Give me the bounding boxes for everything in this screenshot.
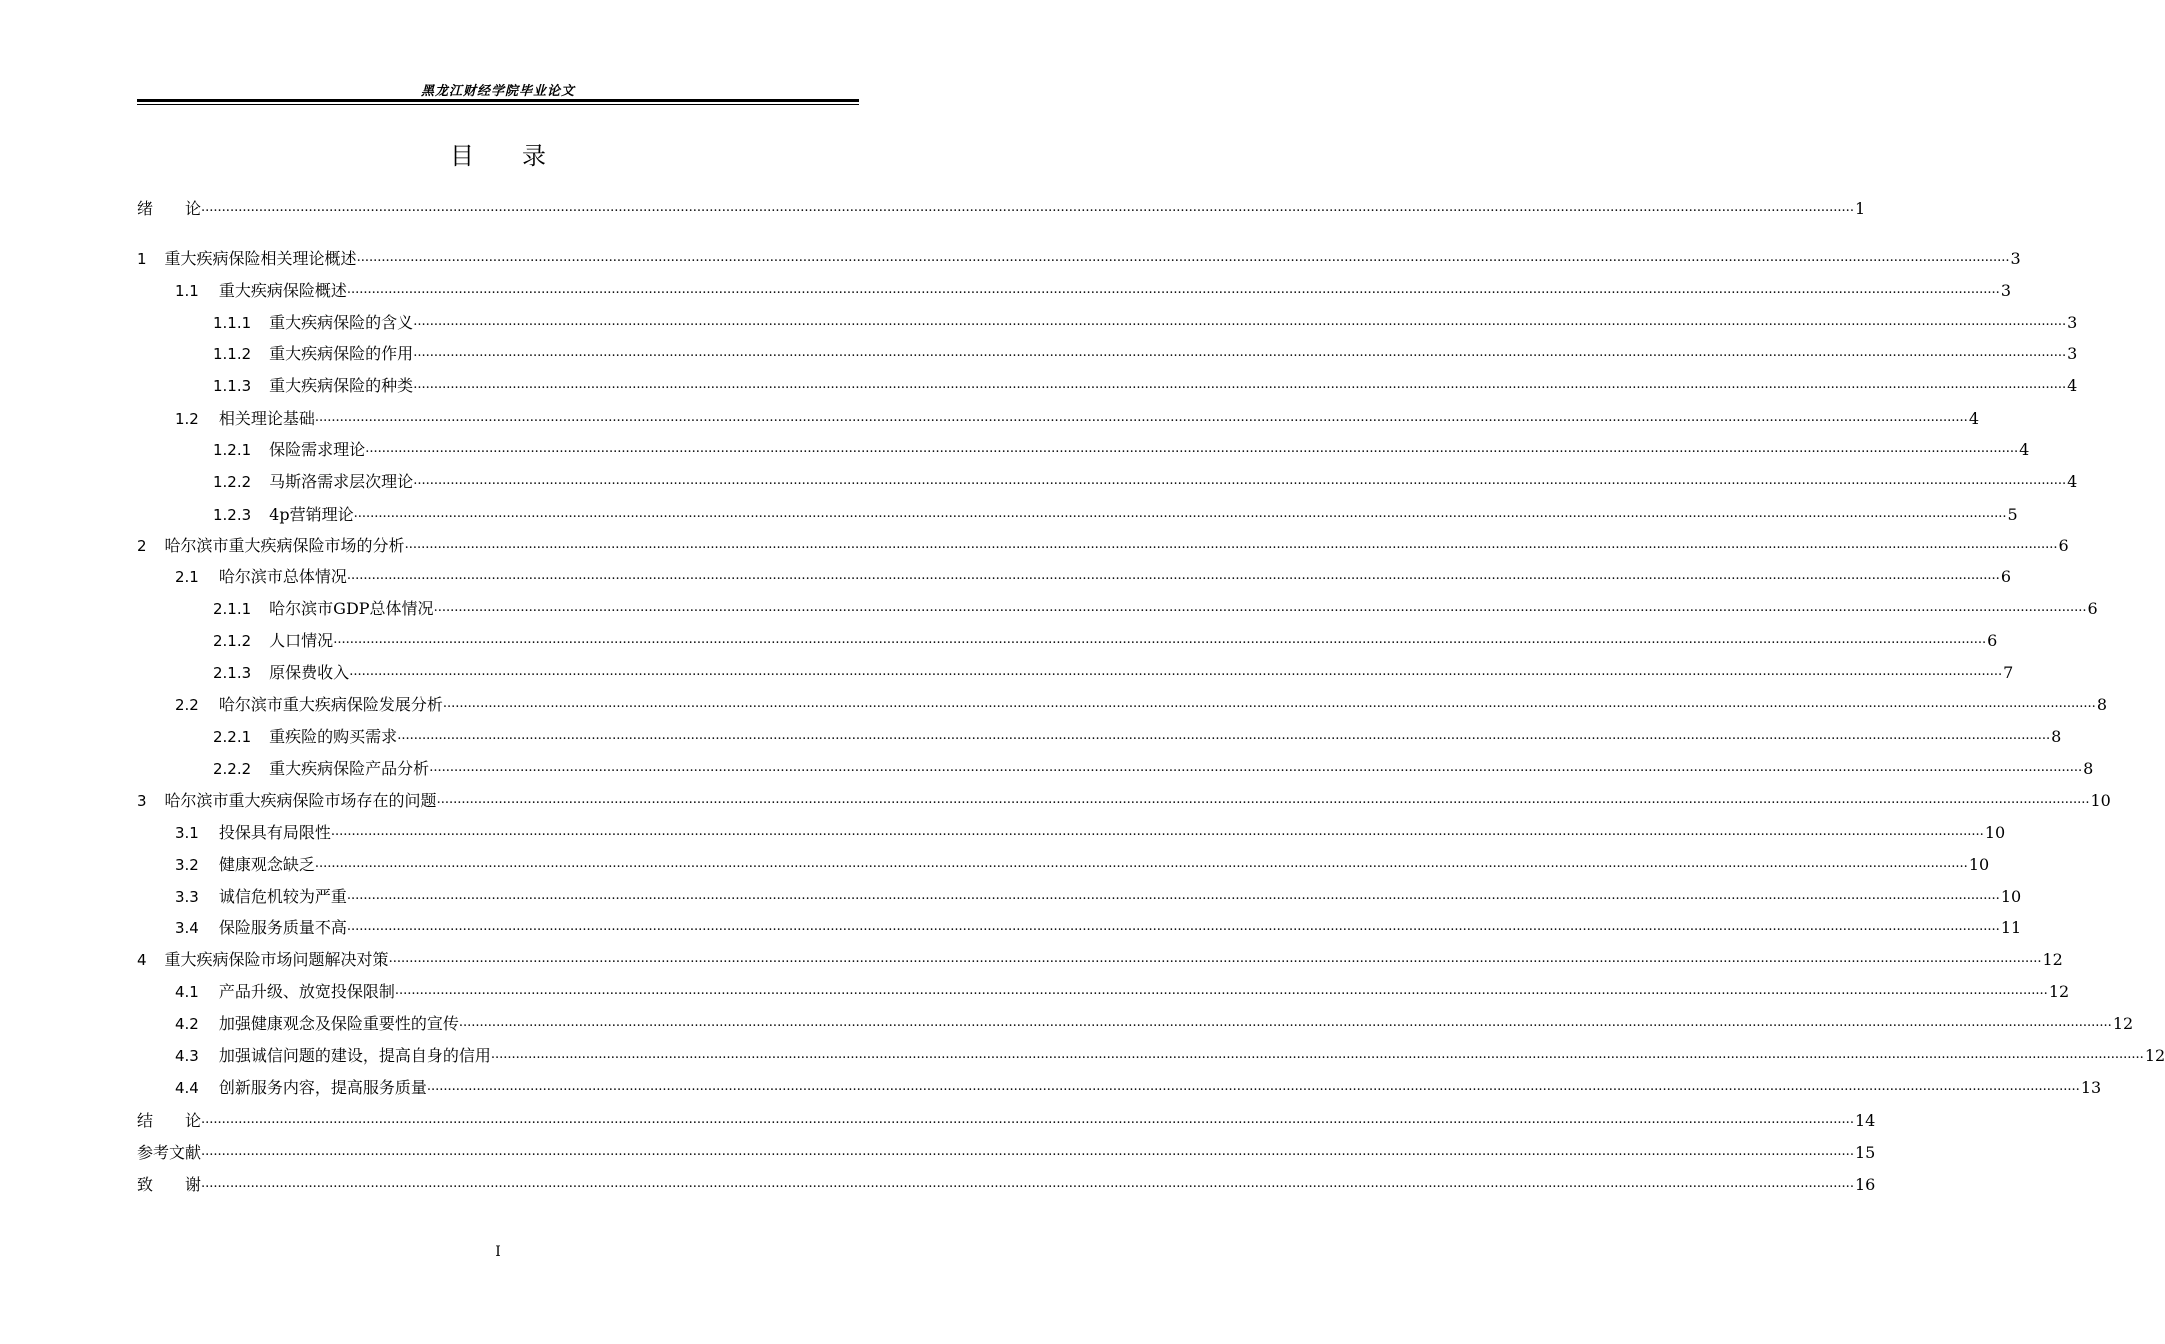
toc-entry-title: 哈尔滨市重大疾病保险市场的分析 bbox=[164, 536, 405, 555]
toc-entry-title: 投保具有局限性 bbox=[218, 823, 331, 842]
toc-entry-title: 致 谢 bbox=[137, 1175, 202, 1194]
toc-entry-number: 2.2.1 bbox=[213, 728, 252, 746]
toc-entry-title: 创新服务内容，提高服务质量 bbox=[218, 1078, 427, 1097]
toc-entry[interactable] bbox=[137, 1139, 1876, 1163]
toc-entry-page: 11 bbox=[2000, 918, 2022, 937]
toc-leader-dots: ................................................................................................................................................................................................................................................................................................................................................................................................................ bbox=[365, 441, 2019, 456]
toc-entry[interactable] bbox=[137, 340, 2078, 364]
toc-entry-page: 3 bbox=[2010, 249, 2021, 268]
toc-entry[interactable] bbox=[137, 468, 2078, 492]
toc-leader-dots: ................................................................................................................................................................................................................................................................................................................................................................................................................ bbox=[388, 951, 2042, 966]
toc-entry[interactable] bbox=[137, 883, 2022, 907]
toc-entry-page: 8 bbox=[2096, 695, 2107, 714]
toc-entry[interactable] bbox=[137, 946, 2063, 970]
toc-entry[interactable] bbox=[137, 787, 2111, 811]
toc-entry-page: 10 bbox=[1968, 855, 1990, 874]
toc-entry-page: 3 bbox=[2067, 313, 2078, 332]
toc-entry[interactable] bbox=[137, 691, 2107, 715]
toc-entry-number: 4.1 bbox=[175, 983, 199, 1001]
toc-entry-title: 人口情况 bbox=[269, 631, 334, 650]
toc-leader-dots: ................................................................................................................................................................................................................................................................................................................................................................................................................ bbox=[394, 983, 2048, 998]
toc-entry-title: 加强健康观念及保险重要性的宣传 bbox=[218, 1014, 459, 1033]
toc-entry-title: 重疾险的购买需求 bbox=[269, 727, 398, 746]
toc-leader-dots: ................................................................................................................................................................................................................................................................................................................................................................................................................ bbox=[314, 856, 1968, 871]
toc-entry-page: 12 bbox=[2042, 950, 2063, 969]
toc-entry-number: 1.1.3 bbox=[213, 377, 252, 395]
toc-leader-dots: ................................................................................................................................................................................................................................................................................................................................................................................................................ bbox=[201, 1112, 1854, 1127]
toc-entry-number: 1 bbox=[137, 250, 147, 268]
toc-entry[interactable] bbox=[137, 245, 2021, 269]
toc-entry[interactable] bbox=[137, 436, 2030, 460]
toc-entry-number: 3.2 bbox=[175, 856, 199, 874]
toc-entry[interactable] bbox=[137, 501, 2018, 525]
toc-entry-page: 5 bbox=[2007, 505, 2018, 524]
toc-leader-dots: ................................................................................................................................................................................................................................................................................................................................................................................................................ bbox=[429, 760, 2083, 775]
toc-entry[interactable] bbox=[137, 563, 2011, 587]
toc-entry-number: 1.2 bbox=[175, 410, 199, 428]
toc-entry[interactable] bbox=[137, 277, 2011, 301]
toc-entry-number: 3.1 bbox=[175, 824, 199, 842]
toc-entry[interactable] bbox=[137, 1042, 2165, 1066]
toc-leader-dots: ................................................................................................................................................................................................................................................................................................................................................................................................................ bbox=[356, 250, 2010, 265]
toc-entry[interactable] bbox=[137, 405, 1979, 429]
toc-leader-dots: ................................................................................................................................................................................................................................................................................................................................................................................................................ bbox=[442, 696, 2096, 711]
toc-entry[interactable] bbox=[137, 978, 2070, 1002]
toc-entry[interactable] bbox=[137, 1171, 1876, 1195]
toc-entry-page: 4 bbox=[2067, 376, 2078, 395]
toc-entry-page: 6 bbox=[2058, 536, 2069, 555]
toc-leader-dots: ................................................................................................................................................................................................................................................................................................................................................................................................................ bbox=[458, 1015, 2112, 1030]
toc-entry[interactable] bbox=[137, 755, 2094, 779]
toc-entry-number: 3 bbox=[137, 792, 147, 810]
toc-entry-page: 12 bbox=[2112, 1014, 2134, 1033]
toc-entry[interactable] bbox=[137, 851, 1990, 875]
toc-entry-title: 4p营销理论 bbox=[269, 505, 354, 524]
toc-entry-page: 16 bbox=[1854, 1175, 1876, 1194]
toc-entry-page: 15 bbox=[1854, 1143, 1876, 1162]
toc-entry-title: 加强诚信问题的建设，提高自身的信用 bbox=[218, 1046, 491, 1065]
toc-entry[interactable] bbox=[137, 627, 1998, 651]
toc-entry-number: 2.1.1 bbox=[213, 600, 252, 618]
toc-entry-title: 相关理论基础 bbox=[218, 409, 315, 428]
toc-entry[interactable] bbox=[137, 372, 2078, 396]
toc-entry[interactable] bbox=[137, 532, 2069, 556]
toc-entry-page: 3 bbox=[2067, 344, 2078, 363]
toc-entry-page: 13 bbox=[2080, 1078, 2102, 1097]
toc-entry-title: 保险需求理论 bbox=[269, 440, 366, 459]
toc-entry-page: 6 bbox=[2000, 567, 2011, 586]
toc-leader-dots: ................................................................................................................................................................................................................................................................................................................................................................................................................ bbox=[413, 377, 2067, 392]
toc-entry[interactable] bbox=[137, 309, 2078, 333]
toc-entry-number: 1.1 bbox=[175, 282, 199, 300]
toc-entry-title: 保险服务质量不高 bbox=[218, 918, 347, 937]
toc-entry[interactable] bbox=[137, 723, 2062, 747]
toc-entry-number: 4.4 bbox=[175, 1079, 199, 1097]
toc-leader-dots: ................................................................................................................................................................................................................................................................................................................................................................................................................ bbox=[436, 792, 2090, 807]
toc-entry-title: 重大疾病保险的作用 bbox=[269, 344, 414, 363]
toc-entry-number: 2.1.2 bbox=[213, 632, 252, 650]
toc-entry-number: 2.1 bbox=[175, 568, 199, 586]
toc-entry-page: 14 bbox=[1854, 1111, 1876, 1130]
toc-entry-page: 10 bbox=[1984, 823, 2006, 842]
toc-entry-number: 1.1.1 bbox=[213, 314, 252, 332]
toc-entry-page: 6 bbox=[1987, 631, 1998, 650]
toc-entry-title: 参考文献 bbox=[137, 1143, 202, 1162]
toc-entry-page: 8 bbox=[2051, 727, 2062, 746]
toc-leader-dots: ................................................................................................................................................................................................................................................................................................................................................................................................................ bbox=[333, 632, 1987, 647]
toc-entry-title: 重大疾病保险的含义 bbox=[269, 313, 414, 332]
toc-entry-title: 重大疾病保险市场问题解决对策 bbox=[164, 950, 389, 969]
toc-entry-page: 10 bbox=[2000, 887, 2022, 906]
toc-leader-dots: ................................................................................................................................................................................................................................................................................................................................................................................................................ bbox=[201, 200, 1854, 215]
toc-entry-title: 重大疾病保险的种类 bbox=[269, 376, 414, 395]
toc-leader-dots: ................................................................................................................................................................................................................................................................................................................................................................................................................ bbox=[413, 314, 2067, 329]
toc-entry-title: 哈尔滨市重大疾病保险发展分析 bbox=[218, 695, 443, 714]
toc-entry-page: 12 bbox=[2144, 1046, 2165, 1065]
toc-leader-dots: ................................................................................................................................................................................................................................................................................................................................................................................................................ bbox=[433, 600, 2087, 615]
toc-leader-dots: ................................................................................................................................................................................................................................................................................................................................................................................................................ bbox=[346, 919, 2000, 934]
toc-entry-number: 1.2.1 bbox=[213, 441, 252, 459]
toc-entry-page: 1 bbox=[1854, 199, 1866, 218]
toc-entry-title: 重大疾病保险概述 bbox=[218, 281, 347, 300]
running-header: 黑龙江财经学院毕业论文 bbox=[420, 84, 575, 99]
toc-entry-page: 7 bbox=[2003, 663, 2014, 682]
toc-entry[interactable] bbox=[137, 195, 1866, 219]
toc-entry-title: 产品升级、放宽投保限制 bbox=[218, 982, 395, 1001]
toc-entry-number: 1.1.2 bbox=[213, 345, 252, 363]
toc-leader-dots: ................................................................................................................................................................................................................................................................................................................................................................................................................ bbox=[349, 664, 2003, 679]
toc-entry-title: 重大疾病保险产品分析 bbox=[269, 759, 430, 778]
page-title: 目 录 bbox=[450, 142, 546, 170]
toc-entry-title: 原保费收入 bbox=[269, 663, 350, 682]
toc-leader-dots: ................................................................................................................................................................................................................................................................................................................................................................................................................ bbox=[314, 410, 1968, 425]
toc-entry-title: 马斯洛需求层次理论 bbox=[269, 472, 414, 491]
toc-leader-dots: ................................................................................................................................................................................................................................................................................................................................................................................................................ bbox=[413, 473, 2067, 488]
toc-entry-title: 哈尔滨市重大疾病保险市场存在的问题 bbox=[164, 791, 437, 810]
toc-entry-page: 12 bbox=[2048, 982, 2070, 1001]
toc-leader-dots: ................................................................................................................................................................................................................................................................................................................................................................................................................ bbox=[201, 1144, 1854, 1159]
toc-leader-dots: ................................................................................................................................................................................................................................................................................................................................................................................................................ bbox=[330, 824, 1984, 839]
toc-entry-number: 4.3 bbox=[175, 1047, 199, 1065]
toc-entry-number: 4 bbox=[137, 951, 147, 969]
toc-leader-dots: ................................................................................................................................................................................................................................................................................................................................................................................................................ bbox=[404, 537, 2058, 552]
toc-entry-page: 3 bbox=[2000, 281, 2011, 300]
toc-entry-number: 2 bbox=[137, 537, 147, 555]
toc-entry-number: 3.3 bbox=[175, 888, 199, 906]
toc-entry[interactable] bbox=[137, 595, 2098, 619]
toc-entry-title: 诚信危机较为严重 bbox=[218, 887, 347, 906]
toc-entry[interactable] bbox=[137, 1074, 2102, 1098]
table-of-contents bbox=[137, 0, 2165, 1344]
toc-entry-page: 10 bbox=[2090, 791, 2111, 810]
toc-entry-page: 4 bbox=[2067, 472, 2078, 491]
toc-leader-dots: ................................................................................................................................................................................................................................................................................................................................................................................................................ bbox=[413, 345, 2067, 360]
toc-entry-title: 哈尔滨市总体情况 bbox=[218, 567, 347, 586]
toc-entry-number: 2.1.3 bbox=[213, 664, 252, 682]
toc-entry-page: 4 bbox=[1968, 409, 1979, 428]
toc-entry-title: 绪 论 bbox=[137, 199, 202, 218]
toc-entry-number: 3.4 bbox=[175, 919, 199, 937]
toc-entry[interactable] bbox=[137, 659, 2014, 683]
toc-entry-page: 6 bbox=[2087, 599, 2098, 618]
toc-leader-dots: ................................................................................................................................................................................................................................................................................................................................................................................................................ bbox=[346, 282, 2000, 297]
toc-entry[interactable] bbox=[137, 819, 2006, 843]
toc-leader-dots: ................................................................................................................................................................................................................................................................................................................................................................................................................ bbox=[426, 1079, 2080, 1094]
page-number: I bbox=[495, 1244, 501, 1260]
toc-leader-dots: ................................................................................................................................................................................................................................................................................................................................................................................................................ bbox=[346, 568, 2000, 583]
toc-entry-title: 重大疾病保险相关理论概述 bbox=[164, 249, 357, 268]
toc-entry-title: 哈尔滨市GDP总体情况 bbox=[269, 599, 434, 618]
toc-entry-number: 4.2 bbox=[175, 1015, 199, 1033]
toc-entry[interactable] bbox=[137, 1010, 2134, 1034]
toc-entry-page: 4 bbox=[2019, 440, 2030, 459]
toc-leader-dots: ................................................................................................................................................................................................................................................................................................................................................................................................................ bbox=[397, 728, 2051, 743]
toc-entry-title: 结 论 bbox=[137, 1111, 202, 1130]
toc-leader-dots: ................................................................................................................................................................................................................................................................................................................................................................................................................ bbox=[353, 506, 2007, 521]
toc-leader-dots: ................................................................................................................................................................................................................................................................................................................................................................................................................ bbox=[346, 888, 2000, 903]
toc-entry-number: 2.2 bbox=[175, 696, 199, 714]
toc-entry-page: 8 bbox=[2083, 759, 2094, 778]
toc-leader-dots: ................................................................................................................................................................................................................................................................................................................................................................................................................ bbox=[490, 1047, 2144, 1062]
toc-entry-number: 2.2.2 bbox=[213, 760, 252, 778]
toc-entry-number: 1.2.3 bbox=[213, 506, 252, 524]
toc-entry-title: 健康观念缺乏 bbox=[218, 855, 315, 874]
toc-leader-dots: ................................................................................................................................................................................................................................................................................................................................................................................................................ bbox=[201, 1176, 1854, 1191]
toc-entry-number: 1.2.2 bbox=[213, 473, 252, 491]
toc-entry[interactable] bbox=[137, 1107, 1876, 1131]
toc-entry[interactable] bbox=[137, 914, 2022, 938]
